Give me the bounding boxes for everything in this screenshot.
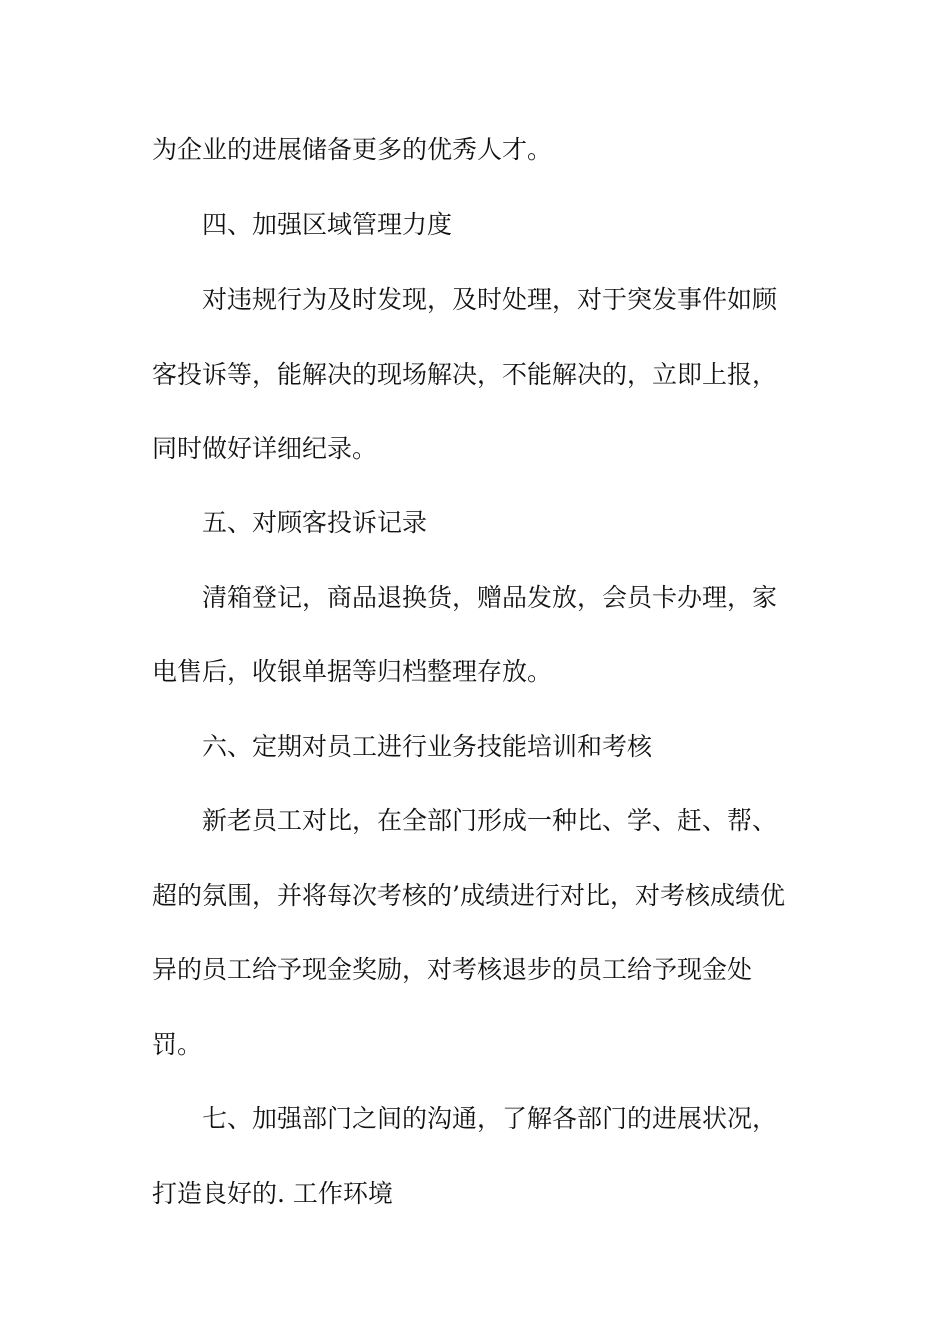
section-heading: 四、加强区域管理力度 — [202, 210, 453, 239]
text-line: 超的氛围，并将每次考核的’成绩进行对比，对考核成绩优 — [152, 881, 785, 910]
text-line: 清箱登记，商品退换货，赠品发放，会员卡办理，家 — [202, 583, 778, 612]
section-heading: 七、加强部门之间的沟通，了解各部门的进展状况， — [202, 1104, 778, 1133]
section-heading: 五、对顾客投诉记录 — [202, 508, 428, 537]
text-line: 电售后，收银单据等归档整理存放。 — [152, 657, 553, 686]
text-line: 新老员工对比，在全部门形成一种比、学、赶、帮、 — [202, 806, 778, 835]
text-line: 客投诉等，能解决的现场解决，不能解决的，立即上报， — [152, 360, 778, 389]
text-line: 打造良好的. 工作环境 — [152, 1179, 393, 1208]
text-line: 罚。 — [152, 1030, 203, 1059]
text-line: 为企业的进展储备更多的优秀人才。 — [152, 135, 553, 164]
text-line: 异的员工给予现金奖励，对考核退步的员工给予现金处 — [152, 955, 753, 984]
section-heading: 六、定期对员工进行业务技能培训和考核 — [202, 732, 653, 761]
text-line: 对违规行为及时发现，及时处理，对于突发事件如顾 — [202, 285, 778, 314]
text-line: 同时做好详细纪录。 — [152, 434, 378, 463]
